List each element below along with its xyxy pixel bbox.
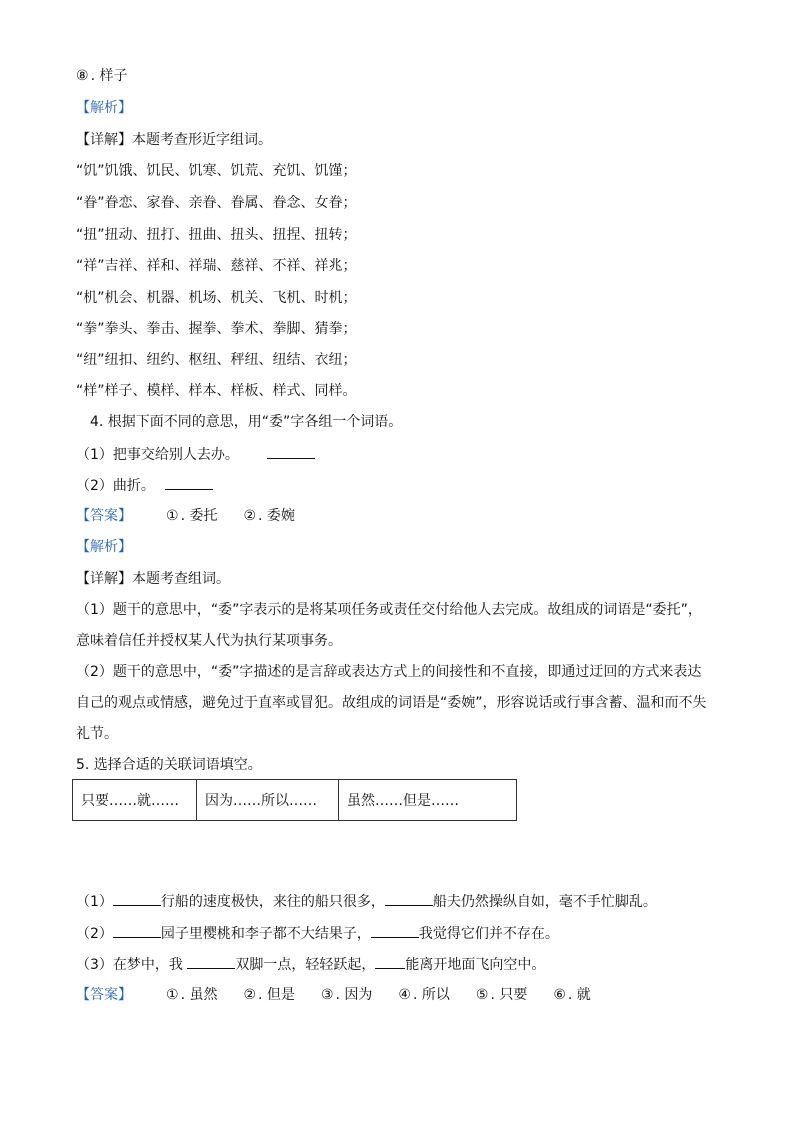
explanation-line: 礼节。: [76, 726, 118, 742]
option-cell: 只要……就……: [73, 780, 197, 821]
word-group-line: “扭”扭动、扭打、扭曲、扭头、扭捏、扭转；: [76, 227, 357, 243]
answer-blank: [385, 891, 433, 906]
answer-text: . 因为: [335, 987, 373, 1003]
answer-blank: [113, 923, 161, 938]
item-text: （1）把事交给别人去办。: [76, 447, 239, 463]
question-4-answer: [76, 506, 295, 526]
sentence-part: （3）在梦中，我: [76, 957, 188, 973]
sentence-part: 船夫仍然操纵自如，毫不手忙脚乱。: [432, 894, 657, 910]
question-4-item-2: [76, 475, 213, 496]
question-5-sentence-1: [76, 891, 657, 912]
circled-number: ⑧: [76, 68, 89, 84]
question-4-item-1: [76, 444, 315, 465]
explanation-line: （1）题干的意思中，“委”字表示的是将某项任务或责任交付给他人去完成。故组成的词语是“委托”，: [76, 602, 702, 618]
sentence-part: （1）: [76, 894, 113, 910]
circled-number: ④: [398, 987, 411, 1003]
answer-text: . 但是: [258, 987, 295, 1003]
explanation-line: 意味着信任并授权某人代为执行某项事务。: [76, 633, 342, 649]
answer-blank: [267, 444, 315, 459]
answer-blank: [187, 954, 235, 969]
circled-number: ②: [243, 987, 257, 1003]
analysis-label: 【解析】: [76, 539, 132, 555]
sentence-part: 行船的速度极快，来往的船只很多，: [160, 894, 385, 910]
answer-blank: [165, 475, 213, 490]
word-group-line: “拳”拳头、拳击、握拳、拳术、拳脚、猜拳；: [76, 321, 357, 337]
question-5-sentence-2: [76, 923, 559, 944]
answer-text: . 虽然: [180, 987, 218, 1003]
question-5-answer: [76, 985, 591, 1005]
sentence-part: 园子里樱桃和李子都不大结果子，: [160, 926, 371, 942]
detail-label: 【详解】: [76, 132, 132, 148]
word-group-line: “纽”纽扣、纽约、枢纽、秤纽、纽结、衣纽；: [76, 352, 357, 368]
detail-label: 【详解】: [76, 571, 132, 587]
detail-line: [76, 130, 272, 150]
circled-number: ⑥: [553, 987, 566, 1003]
word-group-line: “机”机会、机器、机场、机关、飞机、时机；: [76, 290, 357, 306]
word-group-line: “饥”饥饿、饥民、饥寒、饥荒、充饥、饥馑；: [76, 163, 357, 179]
question-5-title: 5. 选择合适的关联词语填空。: [76, 757, 262, 773]
option-cell: 因为……所以……: [197, 780, 339, 821]
answer-label: 【答案】: [76, 987, 132, 1003]
sentence-part: 双脚一点，轻轻跃起，: [235, 957, 376, 973]
circled-number: ②: [243, 508, 257, 524]
detail-line: [76, 569, 230, 589]
answer-text: . 就: [567, 987, 591, 1003]
circled-number: ①: [166, 508, 179, 524]
word-group-line: “眷”眷恋、家眷、亲眷、眷属、眷念、女眷；: [76, 195, 357, 211]
sentence-part: （2）: [76, 926, 113, 942]
explanation-line: 自己的观点或情感，避免过于直率或冒犯。故组成的词语是“委婉”，形容说话或行事含蓄、温和而不失: [76, 695, 707, 711]
option-cell: 虽然……但是……: [339, 780, 517, 821]
explanation-line: （2）题干的意思中，“委”字描述的是言辞或表达方式上的间接性和不直接，即通过迂回的方式来表达: [76, 664, 702, 680]
circled-number: ③: [320, 987, 334, 1003]
circled-number: ①: [166, 987, 179, 1003]
question-4-title: 4. 根据下面不同的意思，用“委”字各组一个词语。: [90, 414, 403, 430]
answer-item-8: [76, 66, 127, 86]
analysis-label: 【解析】: [76, 100, 132, 116]
answer-blank: [375, 954, 405, 969]
sentence-part: 我觉得它们并不存在。: [418, 926, 559, 942]
answer-text: . 委托: [180, 508, 218, 524]
answer-text: . 所以: [412, 987, 450, 1003]
word-group-line: “样”样子、模样、样本、样板、样式、同样。: [76, 383, 357, 399]
answer-blank: [371, 923, 419, 938]
circled-number: ⑤: [475, 987, 489, 1003]
answer-text: . 委婉: [258, 508, 295, 524]
answer-blank: [113, 891, 161, 906]
item-text: （2）曲折。: [76, 478, 155, 494]
conjunction-options-table: [72, 779, 517, 821]
detail-text: 本题考查形近字组词。: [132, 132, 272, 148]
answer-text: . 样子: [90, 68, 128, 84]
question-5-sentence-3: [76, 954, 545, 975]
detail-text: 本题考查组词。: [132, 571, 230, 587]
word-group-line: “祥”吉祥、祥和、祥瑞、慈祥、不祥、祥兆；: [76, 258, 357, 274]
answer-label: 【答案】: [76, 508, 132, 524]
sentence-part: 能离开地面飞向空中。: [405, 957, 546, 973]
answer-text: . 只要: [490, 987, 528, 1003]
